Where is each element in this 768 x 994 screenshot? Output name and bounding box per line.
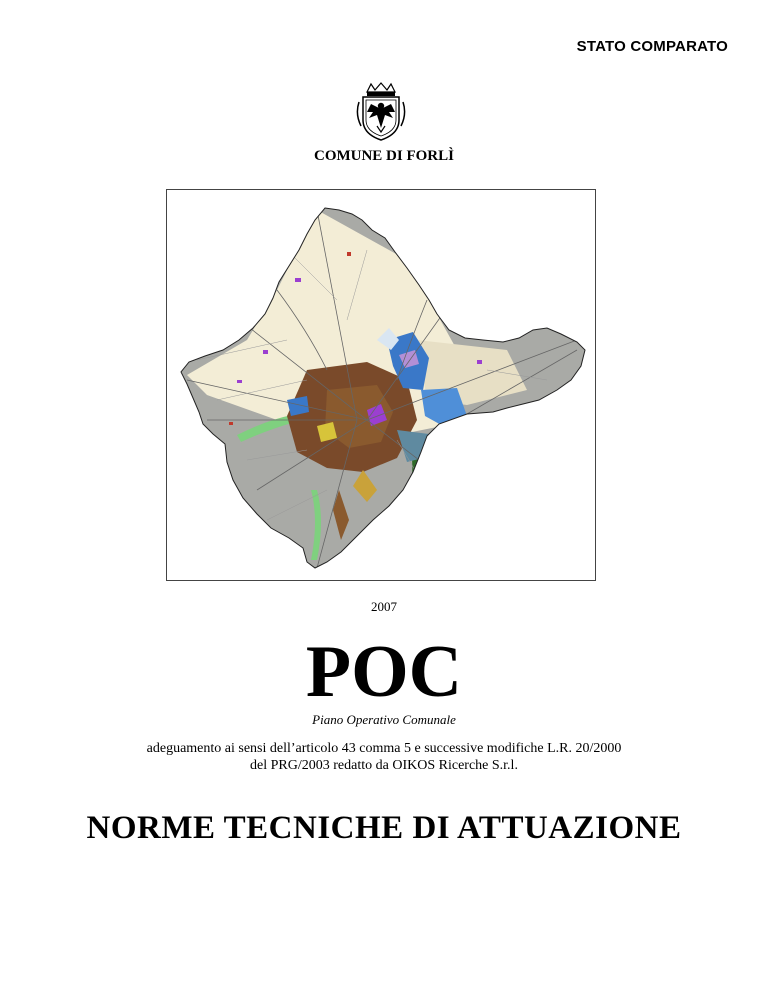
territorial-plan-map-icon: [167, 190, 597, 582]
municipality-name: COMUNE DI FORLÌ: [313, 148, 454, 164]
status-label: STATO COMPARATO: [576, 38, 728, 55]
coat-of-arms-icon: [355, 82, 407, 142]
map-frame: [166, 189, 596, 581]
description-line-2: del PRG/2003 redatto da OIKOS Ricerche S.r.l.: [250, 758, 518, 773]
document-year: 2007: [371, 599, 397, 614]
description-line-1: adeguamento ai sensi dell’articolo 43 comma 5 e successive modifiche L.R. 20/2000: [146, 741, 622, 756]
plan-description: [0, 740, 768, 774]
plan-full-name: Piano Operativo Comunale: [312, 712, 456, 727]
plan-acronym: POC: [305, 631, 463, 713]
document-title: NORME TECNICHE DI ATTUAZIONE: [86, 810, 682, 846]
